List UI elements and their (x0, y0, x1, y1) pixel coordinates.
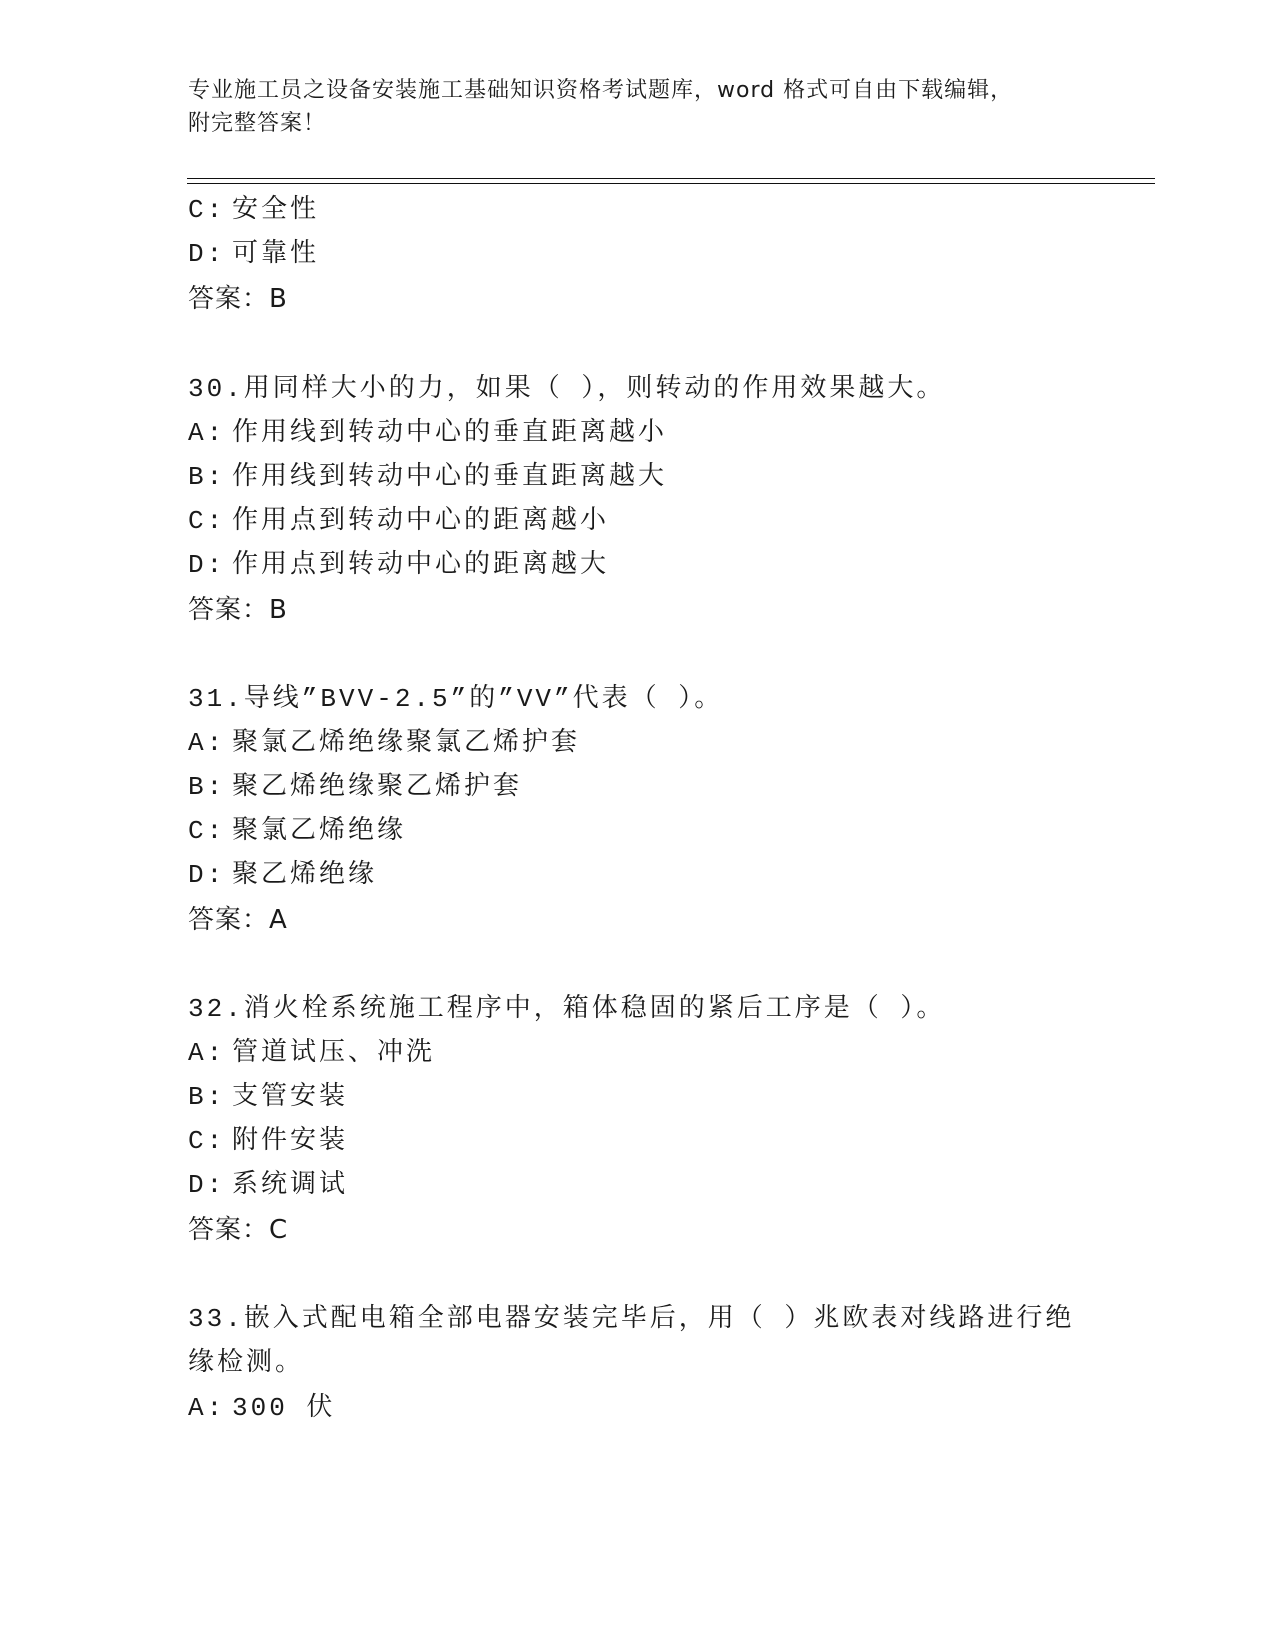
option-text: 系统调试 (232, 1170, 349, 1200)
q31-question: 31.导线”BVV-2.5”的”VV”代表（ ）。 (188, 684, 724, 714)
q31-answer: 答案：A (188, 905, 288, 935)
option-text: 管道试压、冲洗 (232, 1038, 436, 1068)
q32-answer: 答案：C (188, 1215, 289, 1245)
option-key: B: (188, 1082, 226, 1112)
option-text: 聚氯乙烯绝缘 (232, 816, 407, 846)
option-text: 聚氯乙烯绝缘聚氯乙烯护套 (232, 728, 581, 758)
option-key: D: (188, 550, 226, 580)
option-text: 支管安装 (232, 1082, 349, 1112)
option-text: 安全性 (232, 195, 320, 225)
option-key: C: (188, 1126, 226, 1156)
q31-option-b (188, 772, 522, 802)
q31-option-d (188, 860, 377, 890)
q31-option-a (188, 728, 580, 758)
header-divider-top (187, 178, 1155, 179)
option-key: A: (188, 418, 226, 448)
option-key: A: (188, 1038, 226, 1068)
option-key: C: (188, 195, 226, 225)
q33-question-line-2: 缘检测。 (188, 1348, 305, 1378)
q32-question: 32.消火栓系统施工程序中，箱体稳固的紧后工序是（ ）。 (188, 994, 946, 1024)
q31-option-c (188, 816, 406, 846)
option-text: 可靠性 (232, 239, 320, 269)
option-text: 作用点到转动中心的距离越小 (232, 506, 610, 536)
q32-option-b (188, 1082, 348, 1112)
option-text: 聚乙烯绝缘聚乙烯护套 (232, 772, 523, 802)
option-key: C: (188, 816, 226, 846)
option-text: 聚乙烯绝缘 (232, 860, 378, 890)
option-key: B: (188, 462, 226, 492)
header-line-2: 附完整答案！ (188, 111, 327, 136)
q33-question-line-1: 33.嵌入式配电箱全部电器安装完毕后，用（ ）兆欧表对线路进行绝 (188, 1304, 1075, 1334)
header-line-1: 专业施工员之设备安装施工基础知识资格考试题库，word 格式可自由下载编辑， (188, 78, 1014, 103)
q29-option-c (188, 195, 319, 225)
q30-option-a (188, 418, 667, 448)
option-text: 300 伏 (232, 1393, 336, 1423)
option-key: C: (188, 506, 226, 536)
q32-option-d (188, 1170, 348, 1200)
option-text: 附件安装 (232, 1126, 349, 1156)
header-divider-bottom (187, 183, 1155, 184)
q30-question: 30.用同样大小的力，如果（ ），则转动的作用效果越大。 (188, 374, 946, 404)
document-header (188, 74, 1088, 140)
option-key: D: (188, 1170, 226, 1200)
q32-option-c (188, 1126, 348, 1156)
option-text: 作用线到转动中心的垂直距离越大 (232, 462, 668, 492)
q29-option-d (188, 239, 319, 269)
option-key: D: (188, 860, 226, 890)
q29-answer: 答案：B (188, 284, 288, 314)
option-key: D: (188, 239, 226, 269)
q30-answer: 答案：B (188, 595, 288, 625)
option-text: 作用点到转动中心的距离越大 (232, 550, 610, 580)
q30-option-b (188, 462, 667, 492)
q32-option-a (188, 1038, 435, 1068)
q30-option-c (188, 506, 609, 536)
option-key: A: (188, 728, 226, 758)
q30-option-d (188, 550, 609, 580)
q33-option-a (188, 1393, 335, 1423)
option-key: B: (188, 772, 226, 802)
option-key: A: (188, 1393, 226, 1423)
option-text: 作用线到转动中心的垂直距离越小 (232, 418, 668, 448)
